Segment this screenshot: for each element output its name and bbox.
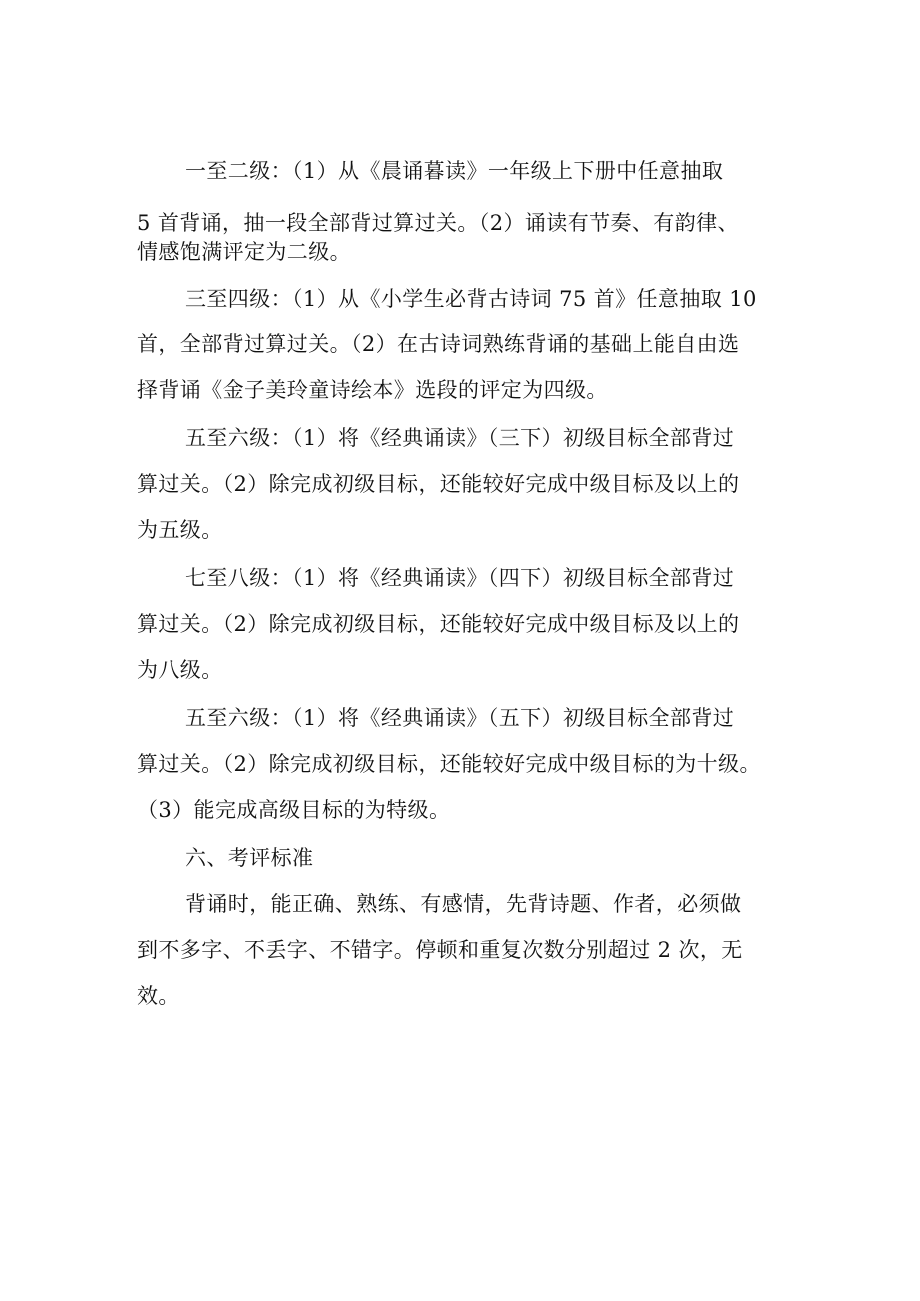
paragraph-3-line-3: 为五级。 [137, 518, 223, 542]
paragraph-2-line-2: 首，全部背过算过关。（2）在古诗词熟练背诵的基础上能自由选 [137, 332, 740, 356]
paragraph-1-line-2: 5 首背诵，抽一段全部背过算过关。（2）诵读有节奏、有韵律、 [137, 211, 739, 235]
paragraph-3-line-1: 五至六级：（1）将《经典诵读》（三下）初级目标全部背过 [185, 426, 735, 450]
paragraph-2-line-1: 三至四级：（1）从《小学生必背古诗词 75 首》任意抽取 10 [185, 287, 757, 311]
paragraph-3-line-2: 算过关。（2）除完成初级目标，还能较好完成中级目标及以上的 [137, 472, 740, 496]
paragraph-7-line-2: 到不多字、不丢字、不错字。停顿和重复次数分别超过 2 次，无 [137, 938, 743, 962]
paragraph-7-line-1: 背诵时，能正确、熟练、有感情，先背诗题、作者，必须做 [185, 892, 742, 916]
paragraph-4-line-3: 为八级。 [137, 658, 223, 682]
paragraph-5-line-1: 五至六级：（1）将《经典诵读》（五下）初级目标全部背过 [185, 706, 735, 730]
paragraph-2-line-3: 择背诵《金子美玲童诗绘本》选段的评定为四级。 [137, 378, 608, 402]
paragraph-5-line-3: （3）能完成高级目标的为特级。 [137, 798, 451, 822]
paragraph-1-line-1: 一至二级：（1）从《晨诵暮读》一年级上下册中任意抽取 [185, 159, 724, 183]
paragraph-4-line-1: 七至八级：（1）将《经典诵读》（四下）初级目标全部背过 [185, 566, 735, 590]
paragraph-1-line-3: 情感饱满评定为二级。 [137, 240, 351, 264]
paragraph-7-line-3: 效。 [137, 984, 180, 1008]
section-heading: 六、考评标准 [185, 846, 314, 870]
paragraph-4-line-2: 算过关。（2）除完成初级目标，还能较好完成中级目标及以上的 [137, 612, 740, 636]
paragraph-5-line-2: 算过关。（2）除完成初级目标，还能较好完成中级目标的为十级。 [137, 752, 761, 776]
